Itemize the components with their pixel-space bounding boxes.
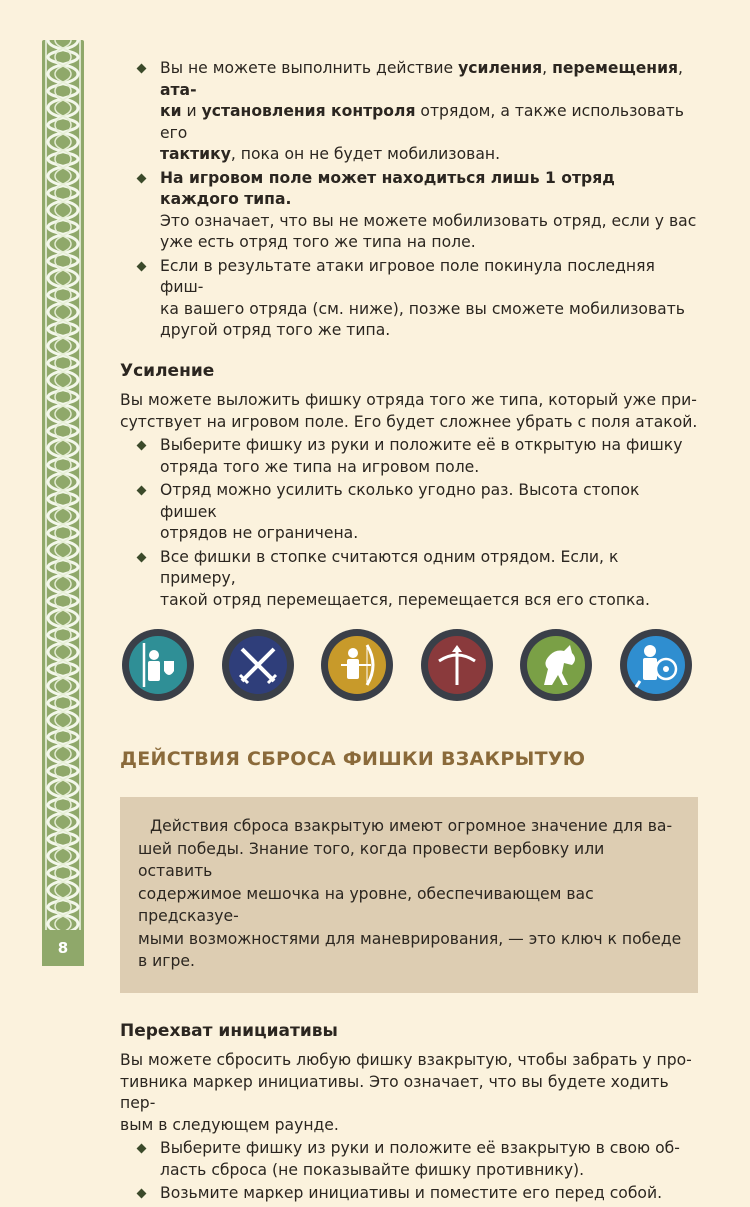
- bold-term: установления контроля: [201, 102, 416, 120]
- reinforce-intro-line-1: Вы можете выложить фишку отряда того же типа, который уже при-: [120, 391, 697, 409]
- page-content: [120, 58, 698, 1207]
- text-run: уже есть отряд того же типа на поле.: [160, 233, 476, 251]
- initiative-heading: Перехват инициативы: [120, 1020, 338, 1041]
- intro-bullet-3: [120, 256, 698, 342]
- bold-term: На игровом поле может находиться лишь 1 отряд каждого типа.: [160, 168, 615, 208]
- bullet-diamond-icon: [137, 173, 147, 183]
- bullet-text-line: Все фишки в стопке считаются одним отрядом. Если, к примеру,: [160, 547, 619, 587]
- bullet-diamond-icon: [137, 441, 147, 451]
- celtic-knot-pattern: [42, 40, 84, 930]
- callout-line: Действия сброса взакрытую имеют огромное значение для ва-: [150, 817, 673, 835]
- intro-bullet-2: [120, 168, 698, 254]
- knight-spear-icon: [122, 629, 194, 701]
- intro-bullet-list: [120, 58, 698, 342]
- reinforce-bullet-1: [120, 435, 698, 478]
- bullet-diamond-icon: [137, 261, 147, 271]
- reinforce-bullet-list: [120, 435, 698, 611]
- bullet-text-line: ласть сброса (не показывайте фишку противнику).: [160, 1160, 585, 1179]
- bullet-text-line: отрядов не ограничена.: [160, 524, 359, 542]
- callout-line: мыми возможностями для маневрирования, — это ключ к победе: [138, 929, 682, 948]
- bold-term: тактику: [160, 145, 231, 163]
- initiative-intro-line: тивника маркер инициативы. Это означает, что вы будете ходить пер-: [120, 1072, 669, 1112]
- initiative-bullet-1: [120, 1138, 698, 1181]
- reinforce-bullet-2: [120, 480, 698, 545]
- text-run: Это означает, что вы не можете мобилизовать отряд, если у вас: [160, 211, 697, 230]
- discard-callout-box: [120, 797, 698, 993]
- celtic-knot-border: [42, 40, 84, 966]
- reinforce-heading: Усиление: [120, 360, 215, 381]
- bold-term: ки: [160, 102, 182, 120]
- callout-line: шей победы. Знание того, когда провести вербовку или оставить: [138, 839, 605, 880]
- initiative-bullet-list: [120, 1138, 698, 1205]
- initiative-bullet-2: [120, 1183, 698, 1205]
- text-run: , пока он не будет мобилизован.: [230, 145, 501, 163]
- text-run: Если в результате атаки игровое поле покинула последняя фиш-: [160, 256, 655, 296]
- initiative-intro-line: вым в следующем раунде.: [120, 1115, 339, 1134]
- reinforce-bullet-3: [120, 547, 698, 612]
- bullet-text-line: Возьмите маркер инициативы и поместите его перед собой.: [160, 1184, 663, 1202]
- text-run: ка вашего отряда (см. ниже), позже вы сможете мобилизовать: [160, 299, 685, 318]
- bullet-text-line: Выберите фишку из руки и положите её взакрытую в свою об-: [160, 1139, 680, 1157]
- royal-guard-icon: [620, 629, 692, 701]
- page-number: 8: [42, 930, 84, 966]
- bullet-diamond-icon: [137, 1189, 147, 1199]
- bullet-diamond-icon: [137, 552, 147, 562]
- text-run: другой отряд того же типа.: [160, 321, 391, 339]
- text-run: и: [181, 102, 202, 120]
- initiative-intro: [120, 1050, 698, 1136]
- intro-bullet-1: [120, 58, 698, 166]
- text-run: ,: [678, 59, 683, 77]
- bullet-text-line: такой отряд перемещается, перемещается вся его стопка.: [160, 590, 650, 609]
- bold-term: перемещения: [552, 59, 679, 77]
- bullet-diamond-icon: [137, 1144, 147, 1154]
- bold-term: ата-: [160, 80, 197, 99]
- text-run: ,: [542, 59, 553, 77]
- crossbow-icon: [421, 629, 493, 701]
- bullet-diamond-icon: [137, 64, 147, 74]
- callout-line: в игре.: [138, 952, 195, 970]
- crossed-swords-icon: [222, 629, 294, 701]
- bullet-text-line: Отряд можно усилить сколько угодно раз. Высота стопок фишек: [160, 481, 640, 521]
- bullet-text-line: Выберите фишку из руки и положите её в открытую на фишку: [160, 436, 683, 454]
- bold-term: усиления: [458, 59, 543, 77]
- reinforce-intro: [120, 390, 698, 433]
- text-run: отрядом, а также использовать его: [160, 102, 684, 142]
- discard-section-title: ДЕЙСТВИЯ СБРОСА ФИШКИ ВЗАКРЫТУЮ: [120, 748, 586, 770]
- reinforce-intro-line-2: сутствует на игровом поле. Его будет сложнее убрать с поля атакой.: [120, 412, 698, 431]
- callout-line: содержимое мешочка на уровне, обеспечивающем вас предсказуе-: [138, 884, 594, 925]
- initiative-intro-line: Вы можете сбросить любую фишку взакрытую, чтобы забрать у про-: [120, 1051, 692, 1069]
- unit-icons-row: [120, 625, 692, 705]
- bullet-diamond-icon: [137, 486, 147, 496]
- bullet-text-line: отряда того же типа на игровом поле.: [160, 457, 480, 476]
- archer-icon: [321, 629, 393, 701]
- horse-icon: [520, 629, 592, 701]
- text-run: Вы не можете выполнить действие: [160, 59, 459, 77]
